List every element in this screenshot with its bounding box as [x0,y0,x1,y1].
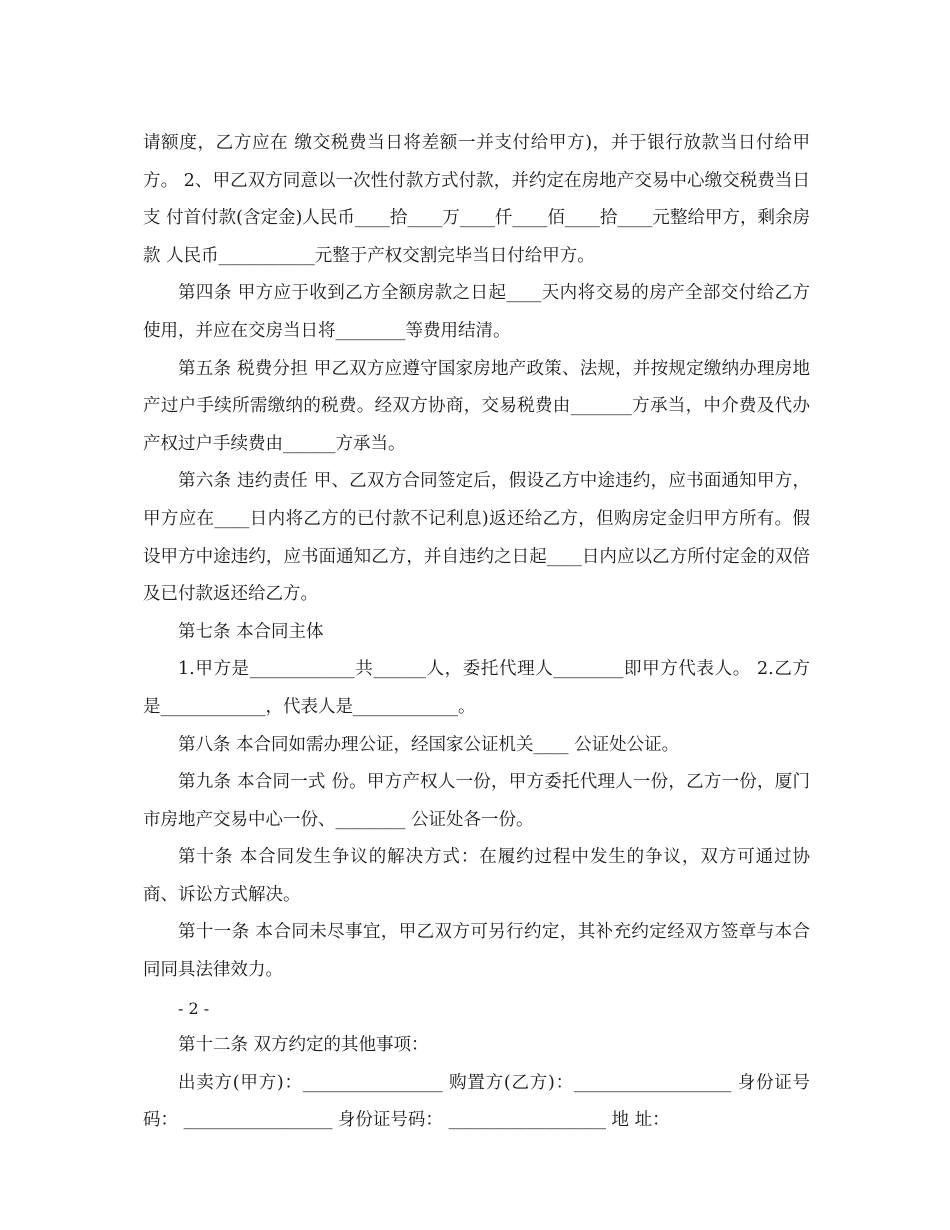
contract-article-12: 第十二条 双方约定的其他事项： [178,1035,429,1056]
contract-article-4: 第四条 甲方应于收到乙方全额房款之日起____天内将交易的房产全部交付给乙方使用，并应在交房当日将________等费用结清。 [143,283,810,341]
contract-article-7-title: 第七条 本合同主体 [178,621,324,642]
page-number: - 2 - [178,998,210,1018]
contract-paragraph-payment: 请额度，乙方应在 缴交税费当日将差额一并支付给甲方)，并于银行放款当日付给甲方。 2、甲乙双方同意以一次性付款方式付款，并约定在房地产交易中心缴交税费当日支 付首付款(含定金)人民币____拾____万____仟____佰____拾____元整给甲方，剩余房款 人民币___________元整于产权交割完毕当日付给甲方。 [143,133,810,266]
contract-article-6: 第六条 违约责任 甲、乙双方合同签定后，假设乙方中途违约，应书面通知甲方，甲方应在____日内将乙方的已付款不记利息)返还给乙方，但购房定金归甲方所有。假设甲方中途违约，应书面通知乙方，并自违约之日起____日内应以乙方所付定金的双倍及已付款返还给乙方。 [143,471,810,605]
contract-article-8: 第八条 本合同如需办理公证，经国家公证机关____ 公证处公证。 [178,734,680,755]
contract-article-9: 第九条 本合同一式 份。甲方产权人一份，甲方委托代理人一份，乙方一份，厦门市房地产交易中心一份、________ 公证处各一份。 [143,772,810,830]
signature-block: 出卖方(甲方)：________________ 购置方(乙方)：__________________ 身份证号码： _________________ 身份证号码： __________________ 地 址： [143,1072,810,1131]
document-page [143,125,810,1140]
contract-article-10: 第十条 本合同发生争议的解决方式：在履约过程中发生的争议，双方可通过协商、诉讼方式解决。 [143,847,810,905]
contract-article-5: 第五条 税费分担 甲乙双方应遵守国家房地产政策、法规，并按规定缴纳办理房地产过户手续所需缴纳的税费。经双方协商，交易税费由_______方承当，中介费及代办产权过户手续费由______方承当。 [143,358,810,454]
contract-article-7-parties: 1.甲方是____________共______人，委托代理人________即甲方代表人。 2.乙方是____________，代表人是____________。 [143,659,810,717]
contract-article-11: 第十一条 本合同未尽事宜，甲乙双方可另行约定，其补充约定经双方签章与本合同同具法律效力。 [143,922,810,981]
